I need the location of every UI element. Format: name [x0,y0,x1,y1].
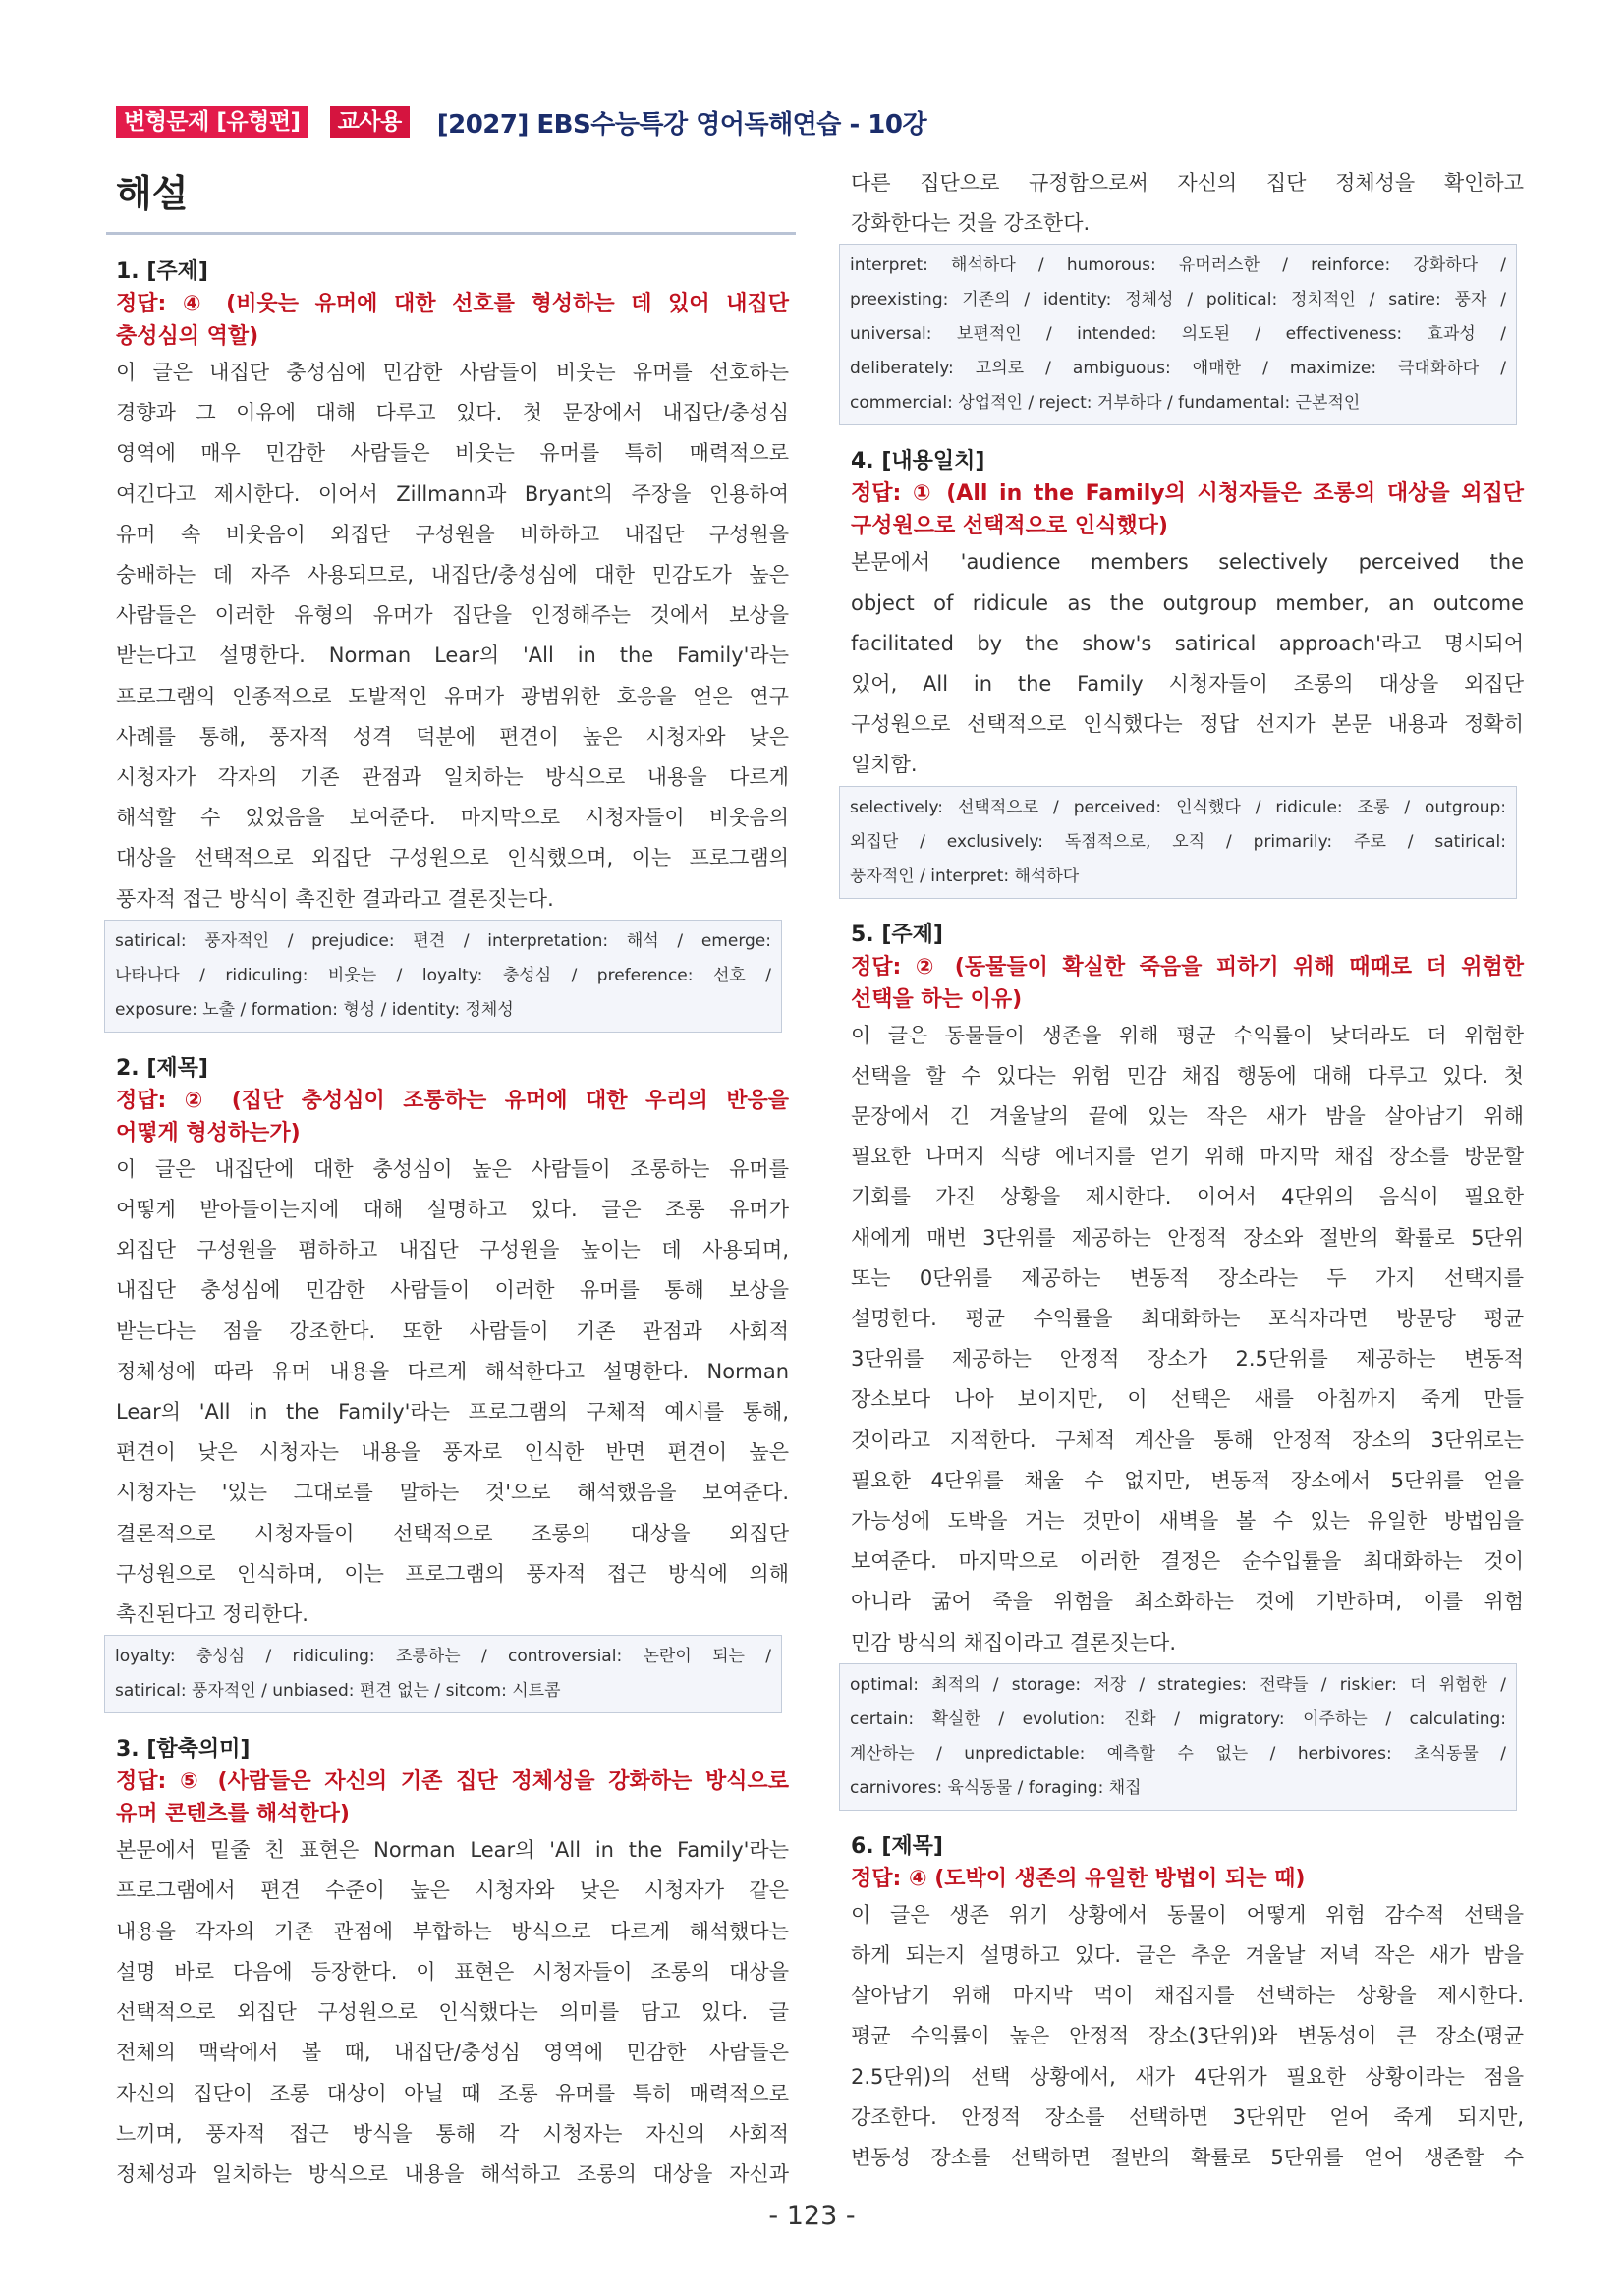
text-line: 풍자적인 / interpret: 해석하다 [850,866,1080,886]
right-column [851,163,1524,2178]
text-line: 받는다고 설명한다. Norman Lear의 'All in the Family'라는 [116,644,789,668]
answer-line: 정답: ④ (도박이 생존의 유일한 방법이 되는 때) [851,1866,1306,1891]
answer-line: 정답: ④ (비웃는 유머에 대한 선호를 형성하는 데 있어 내집단 [116,292,789,316]
text-line: 경향과 그 이유에 대해 다루고 있다. 첫 문장에서 내집단/충성심 [116,401,789,425]
section-heading: 3. [함축의미] [116,1737,251,1763]
answer-line: 유머 콘텐츠를 해석한다) [116,1802,350,1827]
text-line: carnivores: 육식동물 / foraging: 채집 [850,1777,1142,1798]
text-line: 계산하는 / unpredictable: 예측할 수 없는 / herbivores: 초식동물 / [850,1743,1506,1764]
text-line: 다른 집단으로 규정함으로써 자신의 집단 정체성을 확인하고 [851,171,1524,195]
text-line: 여긴다고 제시한다. 이어서 Zillmann과 Bryant의 주장을 인용하여 [116,481,789,506]
explanation [116,1830,789,2195]
text-line: 기회를 가진 상황을 제시한다. 이어서 4단위의 음식이 필요한 [851,1185,1524,1209]
text-line: certain: 확실한 / evolution: 진화 / migratory: 이주하는 / calculating: [850,1708,1506,1729]
text-line: 자신의 집단이 조롱 대상이 아닐 때 조롱 유머를 특히 매력적으로 [116,2081,789,2105]
text-line: 시청자는 '있는 그대로를 말하는 것'으로 해석했음을 보여준다. [116,1481,789,1505]
text-line: 설명 바로 다음에 등장한다. 이 표현은 시청자들이 조롱의 대상을 [116,1959,789,1984]
answer [851,951,1524,1016]
text-line: 문장에서 긴 겨울날의 끝에 있는 작은 새가 밤을 살아남기 위해 [851,1104,1524,1129]
section-heading: 2. [제목] [116,1055,208,1081]
answer-line: 정답: ② (동물들이 확실한 죽음을 피하기 위해 때때로 더 위험한 [851,954,1524,980]
text-line: 변동성 장소를 선택하면 절반의 확률로 5단위를 얻어 생존할 수 [851,2146,1524,2170]
text-line: selectively: 선택적으로 / perceived: 인식했다 / ridicule: 조롱 / outgroup: [850,797,1506,817]
text-line: 프로그램에서 편견 수준이 높은 시청자와 낮은 시청자가 같은 [116,1878,789,1903]
section-heading: 5. [주제] [851,922,943,947]
text-line: 아니라 굶어 죽을 위험을 최소화하는 것에 기반하며, 이를 위험 [851,1590,1524,1614]
section-2 [116,1052,789,1713]
vocab-box [104,920,782,1033]
text-line: 해석할 수 있었음을 보여준다. 마지막으로 시청자들이 비웃음의 [116,806,789,830]
section-heading: 6. [제목] [851,1833,943,1859]
text-line: 풍자적 접근 방식이 촉진한 결과라고 결론짓는다. [116,886,554,911]
text-line: 이 글은 동물들이 생존을 위해 평균 수익률이 낮더라도 더 위험한 [851,1023,1524,1047]
answer-line: 정답: ① (All in the Family의 시청자들은 조롱의 대상을 외집단 [851,481,1524,507]
text-line: 나타나다 / ridiculing: 비웃는 / loyalty: 충성심 / preference: 선호 / [115,965,771,985]
vocab-box [104,1635,782,1713]
text-line: 3단위를 제공하는 안정적 장소가 2.5단위를 제공하는 변동적 [851,1347,1524,1372]
text-line: Lear의 'All in the Family'라는 프로그램의 구체적 예시를 통해, [116,1400,789,1425]
section-heading: 4. [내용일치] [851,449,985,475]
text-line: exposure: 노출 / formation: 형성 / identity: 정체성 [115,999,514,1020]
text-line: optimal: 최적의 / storage: 저장 / strategies: 전략들 / riskier: 더 위험한 / [850,1674,1506,1695]
text-line: 민감 방식의 채집이라고 결론짓는다. [851,1630,1176,1654]
text-line: 선택적으로 외집단 구성원으로 인식했다는 의미를 담고 있다. 글 [116,2000,789,2025]
text-line: 하게 되는지 설명하고 있다. 글은 추운 겨울날 저녁 작은 새가 밤을 [851,1943,1524,1968]
text-line: 어떻게 받아들이는지에 대해 설명하고 있다. 글은 조롱 유머가 [116,1198,789,1222]
text-line: 사람들은 이러한 유형의 유머가 집단을 인정해주는 것에서 보상을 [116,603,789,628]
text-line: 또는 0단위를 제공하는 변동적 장소라는 두 가지 선택지를 [851,1265,1524,1290]
answer-line: 충성심의 역할) [116,324,259,349]
text-line: 필요한 나머지 식량 에너지를 얻기 위해 마지막 채집 장소를 방문할 [851,1145,1524,1169]
text-line: 이 글은 생존 위기 상황에서 동물이 어떻게 위험 감수적 선택을 [851,1902,1524,1927]
text-line: 이 글은 내집단 충성심에 민감한 사람들이 비웃는 유머를 선호하는 [116,361,789,384]
text-line: satirical: 풍자적인 / unbiased: 편견 없는 / sitcom: 시트콤 [115,1681,561,1702]
text-line: 사례를 통해, 풍자적 성격 덕분에 편견이 높은 시청자와 낮은 [116,724,789,749]
section-heading: 1. [주제] [116,259,208,284]
text-line: 편견이 낮은 시청자는 내용을 풍자로 인식한 반면 편견이 높은 [116,1440,789,1465]
section-6 [851,1830,1524,2178]
text-line: 촉진된다고 정리한다. [116,1602,308,1627]
text-line: 느끼며, 풍자적 접근 방식을 통해 각 시청자는 자신의 사회적 [116,2121,789,2146]
explanation [851,542,1524,785]
answer [851,1863,1524,1895]
text-line: 가능성에 도박을 거는 것만이 새벽을 볼 수 있는 유일한 방법임을 [851,1509,1524,1534]
text-line: 대상을 선택적으로 외집단 구성원으로 인식했으며, 이는 프로그램의 [116,846,789,870]
text-line: 유머 속 비웃음이 외집단 구성원을 비하하고 내집단 구성원을 [116,522,789,546]
answer-line: 정답: ⑤ (사람들은 자신의 기존 집단 정체성을 강화하는 방식으로 [116,1769,789,1795]
text-line: 외집단 / exclusively: 독점적으로, 오직 / primarily: 주로 / satirical: [850,831,1506,852]
text-line: 영역에 매우 민감한 사람들은 비웃는 유머를 특히 매력적으로 [116,441,789,466]
answer-line: 정답: ② (집단 충성심이 조롱하는 유머에 대한 우리의 반응을 [116,1088,789,1113]
answer-line: 선택을 하는 이유) [851,986,1023,1012]
answer [116,1765,789,1830]
text-line: 외집단 구성원을 폄하하고 내집단 구성원을 높이는 데 사용되며, [116,1238,789,1262]
text-line: facilitated by the show's satirical approach'라고 명시되어 [851,631,1524,655]
text-line: 구성원으로 선택적으로 인식했다는 정답 선지가 본문 내용과 정확히 [851,712,1524,737]
answer [851,477,1524,542]
explanation-continued [851,163,1524,244]
text-line: 새에게 매번 3단위를 제공하는 안정적 장소와 절반의 확률로 5단위 [851,1225,1524,1250]
section-4 [851,445,1524,898]
page-title: 해설 [116,172,189,215]
explanation [116,353,789,920]
answer [116,288,789,353]
text-line: 받는다는 점을 강조한다. 또한 사람들이 기존 관점과 사회적 [116,1318,789,1343]
text-line: 장소보다 나아 보이지만, 이 선택은 새를 아침까지 죽게 만들 [851,1387,1524,1412]
answer-line: 구성원으로 선택적으로 인식했다) [851,514,1168,539]
text-line: 정체성과 일치하는 방식으로 내용을 해석하고 조롱의 대상을 자신과 [116,2161,789,2186]
vocab-box [839,786,1517,899]
answer [116,1085,789,1149]
text-line: 내용을 각자의 기존 관점에 부합하는 방식으로 다르게 해석했다는 [116,1919,789,1943]
section-1 [116,255,789,1033]
text-line: 평균 수익률이 높은 안정적 장소(3단위)와 변동성이 큰 장소(평균 [851,2024,1524,2048]
teacher-tag: 교사용 [330,106,410,138]
vocab-box [839,244,1517,425]
text-line: 선택을 할 수 있다는 위험 민감 채집 행동에 대해 다루고 있다. 첫 [851,1063,1524,1088]
text-line: 이 글은 내집단에 대한 충성심이 높은 사람들이 조롱하는 유머를 [116,1156,789,1181]
text-line: 살아남기 위해 마지막 먹이 채집지를 선택하는 상황을 제시한다. [851,1984,1524,2008]
text-line: 내집단 충성심에 민감한 사람들이 이러한 유머를 통해 보상을 [116,1278,789,1303]
text-line: 있어, All in the Family 시청자들이 조롱의 대상을 외집단 [851,672,1524,697]
text-line: 일치함. [851,753,918,777]
text-line: 강조한다. 안정적 장소를 선택하면 3단위만 얻어 죽게 되지만, [851,2104,1524,2129]
text-line: 숭배하는 데 자주 사용되므로, 내집단/충성심에 대한 민감도가 높은 [116,563,789,588]
text-line: 2.5단위)의 선택 상황에서, 새가 4단위가 필요한 상황이라는 점을 [851,2064,1524,2089]
text-line: commercial: 상업적인 / reject: 거부하다 / fundamental: 근본적인 [850,393,1361,414]
text-line: 프로그램의 인종적으로 도발적인 유머가 광범위한 호응을 얻은 연구 [116,684,789,708]
text-line: satirical: 풍자적인 / prejudice: 편견 / interpretation: 해석 / emerge: [115,930,771,951]
text-line: 강화한다는 것을 강조한다. [851,211,1091,236]
text-line: 필요한 4단위를 채울 수 없지만, 변동적 장소에서 5단위를 얻을 [851,1468,1524,1492]
vocab-box [839,1663,1517,1811]
text-line: 정체성에 따라 유머 내용을 다르게 해석한다고 설명한다. Norman [116,1359,789,1383]
text-line: 것이라고 지적한다. 구체적 계산을 통해 안정적 장소의 3단위로는 [851,1428,1524,1452]
text-line: preexisting: 기존의 / identity: 정체성 / political: 정치적인 / satire: 풍자 / [850,290,1506,310]
explanation [851,1016,1524,1663]
title-divider [106,232,796,235]
text-line: loyalty: 충성심 / ridiculing: 조롱하는 / controversial: 논란이 되는 / [115,1647,771,1667]
header-title: [2027] EBS수능특강 영어독해연습 - 10강 [436,109,927,140]
left-column [116,250,789,2195]
explanation [116,1149,789,1635]
page-header [116,104,926,140]
answer-line: 어떻게 형성하는가) [116,1120,301,1146]
type-tag: 변형문제 [유형편] [116,106,308,138]
text-line: 전체의 맥락에서 볼 때, 내집단/충성심 영역에 민감한 사람들은 [116,2041,789,2065]
text-line: 본문에서 밑줄 친 표현은 Norman Lear의 'All in the Family'라는 [116,1838,789,1863]
text-line: object of ridicule as the outgroup member, an outcome [851,590,1524,615]
text-line: 구성원으로 인식하며, 이는 프로그램의 풍자적 접근 방식에 의해 [116,1561,789,1586]
text-line: 보여준다. 마지막으로 이러한 결정은 순수입률을 최대화하는 것이 [851,1549,1524,1574]
text-line: interpret: 해석하다 / humorous: 유머러스한 / reinforce: 강화하다 / [850,255,1506,276]
page-number: - 123 - [768,2201,856,2231]
text-line: universal: 보편적인 / intended: 의도된 / effectiveness: 효과성 / [850,324,1506,345]
section-5 [851,919,1524,1811]
text-line: 설명한다. 평균 수익률을 최대화하는 포식자라면 방문당 평균 [851,1307,1524,1331]
text-line: deliberately: 고의로 / ambiguous: 애매한 / maximize: 극대화하다 / [850,359,1506,379]
text-line: 결론적으로 시청자들이 선택적으로 조롱의 대상을 외집단 [116,1521,789,1545]
text-line: 시청자가 각자의 기존 관점과 일치하는 방식으로 내용을 다르게 [116,765,789,790]
section-3 [116,1733,789,2195]
text-line: 본문에서 'audience members selectively perceived the [851,550,1524,575]
explanation [851,1895,1524,2178]
